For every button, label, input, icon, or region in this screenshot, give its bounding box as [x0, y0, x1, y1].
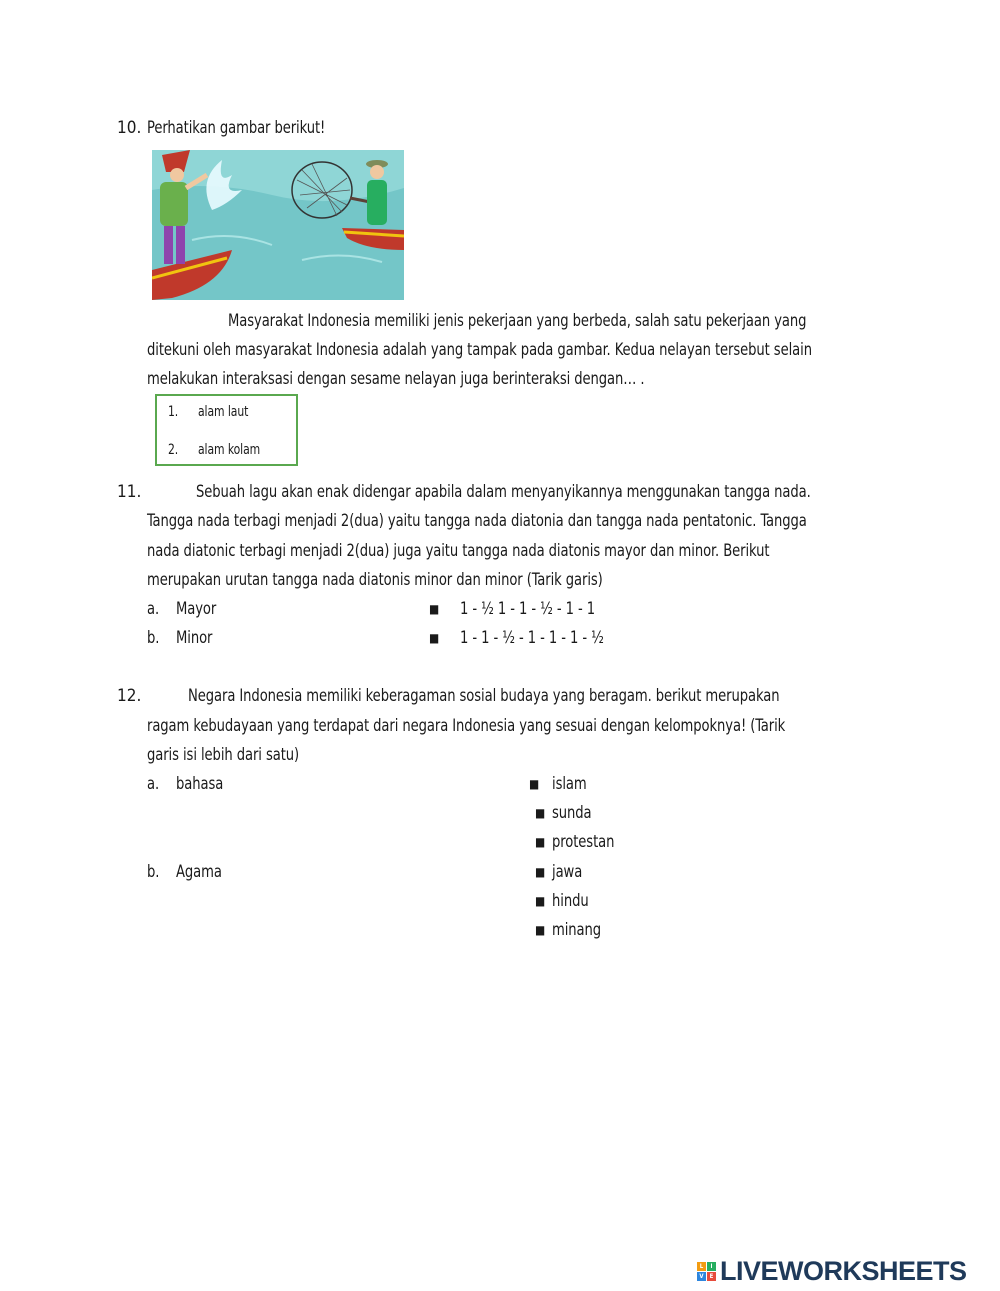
q10-number: 10. — [117, 118, 142, 138]
bullet-icon: ■ — [429, 631, 440, 645]
logo-block-v: V — [697, 1272, 706, 1281]
q10-body-line-1: Masyarakat Indonesia memiliki jenis pekerjaan yang berbeda, salah satu pekerjaan yang — [228, 311, 807, 331]
q11-right-item-1[interactable]: 1 - ½ 1 - 1 - ½ - 1 - 1 — [460, 599, 596, 619]
q10-option-2-label: alam kolam — [198, 442, 261, 458]
q12-left-a-letter: a. — [147, 774, 160, 794]
q12-right-item-2[interactable]: sunda — [552, 803, 592, 823]
bullet-icon: ■ — [535, 865, 546, 879]
bullet-icon: ■ — [429, 602, 440, 616]
q12-left-b-letter: b. — [147, 862, 160, 882]
bullet-icon: ■ — [529, 777, 540, 791]
q10-option-1-number: 1. — [168, 404, 179, 420]
q11-body-line-2: Tangga nada terbagi menjadi 2(dua) yaitu tangga nada diatonia dan tangga nada pentatonic. Tangga — [147, 511, 807, 531]
q11-left-b-letter: b. — [147, 628, 160, 648]
q10-option-2-number: 2. — [168, 442, 179, 458]
logo-text: LIVEWORKSHEETS — [720, 1255, 967, 1286]
q11-body-line-4: merupakan urutan tangga nada diatonis minor dan minor (Tarik garis) — [147, 570, 603, 590]
bullet-icon: ■ — [535, 923, 546, 937]
q12-body-line-1: Negara Indonesia memiliki keberagaman sosial budaya yang beragam. berikut merupakan — [188, 686, 780, 706]
q10-body-line-2: ditekuni oleh masyarakat Indonesia adalah yang tampak pada gambar. Kedua nelayan tersebut selain — [147, 340, 812, 360]
q12-right-item-3[interactable]: protestan — [552, 832, 615, 852]
q11-left-a-label[interactable]: Mayor — [176, 599, 217, 619]
q11-number: 11. — [117, 482, 142, 502]
q12-right-item-4[interactable]: jawa — [552, 862, 583, 882]
q12-number: 12. — [117, 686, 142, 706]
q11-body-line-1: Sebuah lagu akan enak didengar apabila dalam menyanyikannya menggunakan tangga nada. — [196, 482, 811, 502]
bullet-icon: ■ — [535, 835, 546, 849]
logo-block-e: E — [707, 1272, 716, 1281]
liveworksheets-logo — [697, 1254, 967, 1288]
fishermen-illustration — [152, 150, 404, 300]
q12-right-item-6[interactable]: minang — [552, 920, 602, 940]
q12-right-item-1[interactable]: islam — [552, 774, 587, 794]
logo-block-i: I — [707, 1262, 716, 1271]
logo-block-l: L — [697, 1262, 706, 1271]
q12-left-a-label[interactable]: bahasa — [176, 774, 224, 794]
q11-left-a-letter: a. — [147, 599, 160, 619]
q12-body-line-2: ragam kebudayaan yang terdapat dari negara Indonesia yang sesuai dengan kelompoknya! (Tarik — [147, 716, 786, 736]
q12-left-b-label[interactable]: Agama — [176, 862, 222, 882]
q11-left-b-label[interactable]: Minor — [176, 628, 213, 648]
q12-right-item-5[interactable]: hindu — [552, 891, 589, 911]
q10-prompt: Perhatikan gambar berikut! — [147, 118, 326, 138]
q10-option-1-label: alam laut — [198, 404, 249, 420]
bullet-icon: ■ — [535, 894, 546, 908]
logo-blocks-icon — [697, 1262, 716, 1281]
q11-right-item-2[interactable]: 1 - 1 - ½ - 1 - 1 - 1 - ½ — [460, 628, 604, 648]
q12-body-line-3: garis isi lebih dari satu) — [147, 745, 300, 765]
bullet-icon: ■ — [535, 806, 546, 820]
q11-body-line-3: nada diatonic terbagi menjadi 2(dua) juga yaitu tangga nada diatonis mayor dan minor. Berikut — [147, 541, 770, 561]
q10-body-line-3: melakukan interaksasi dengan sesame nelayan juga berinteraksi dengan… . — [147, 369, 645, 389]
